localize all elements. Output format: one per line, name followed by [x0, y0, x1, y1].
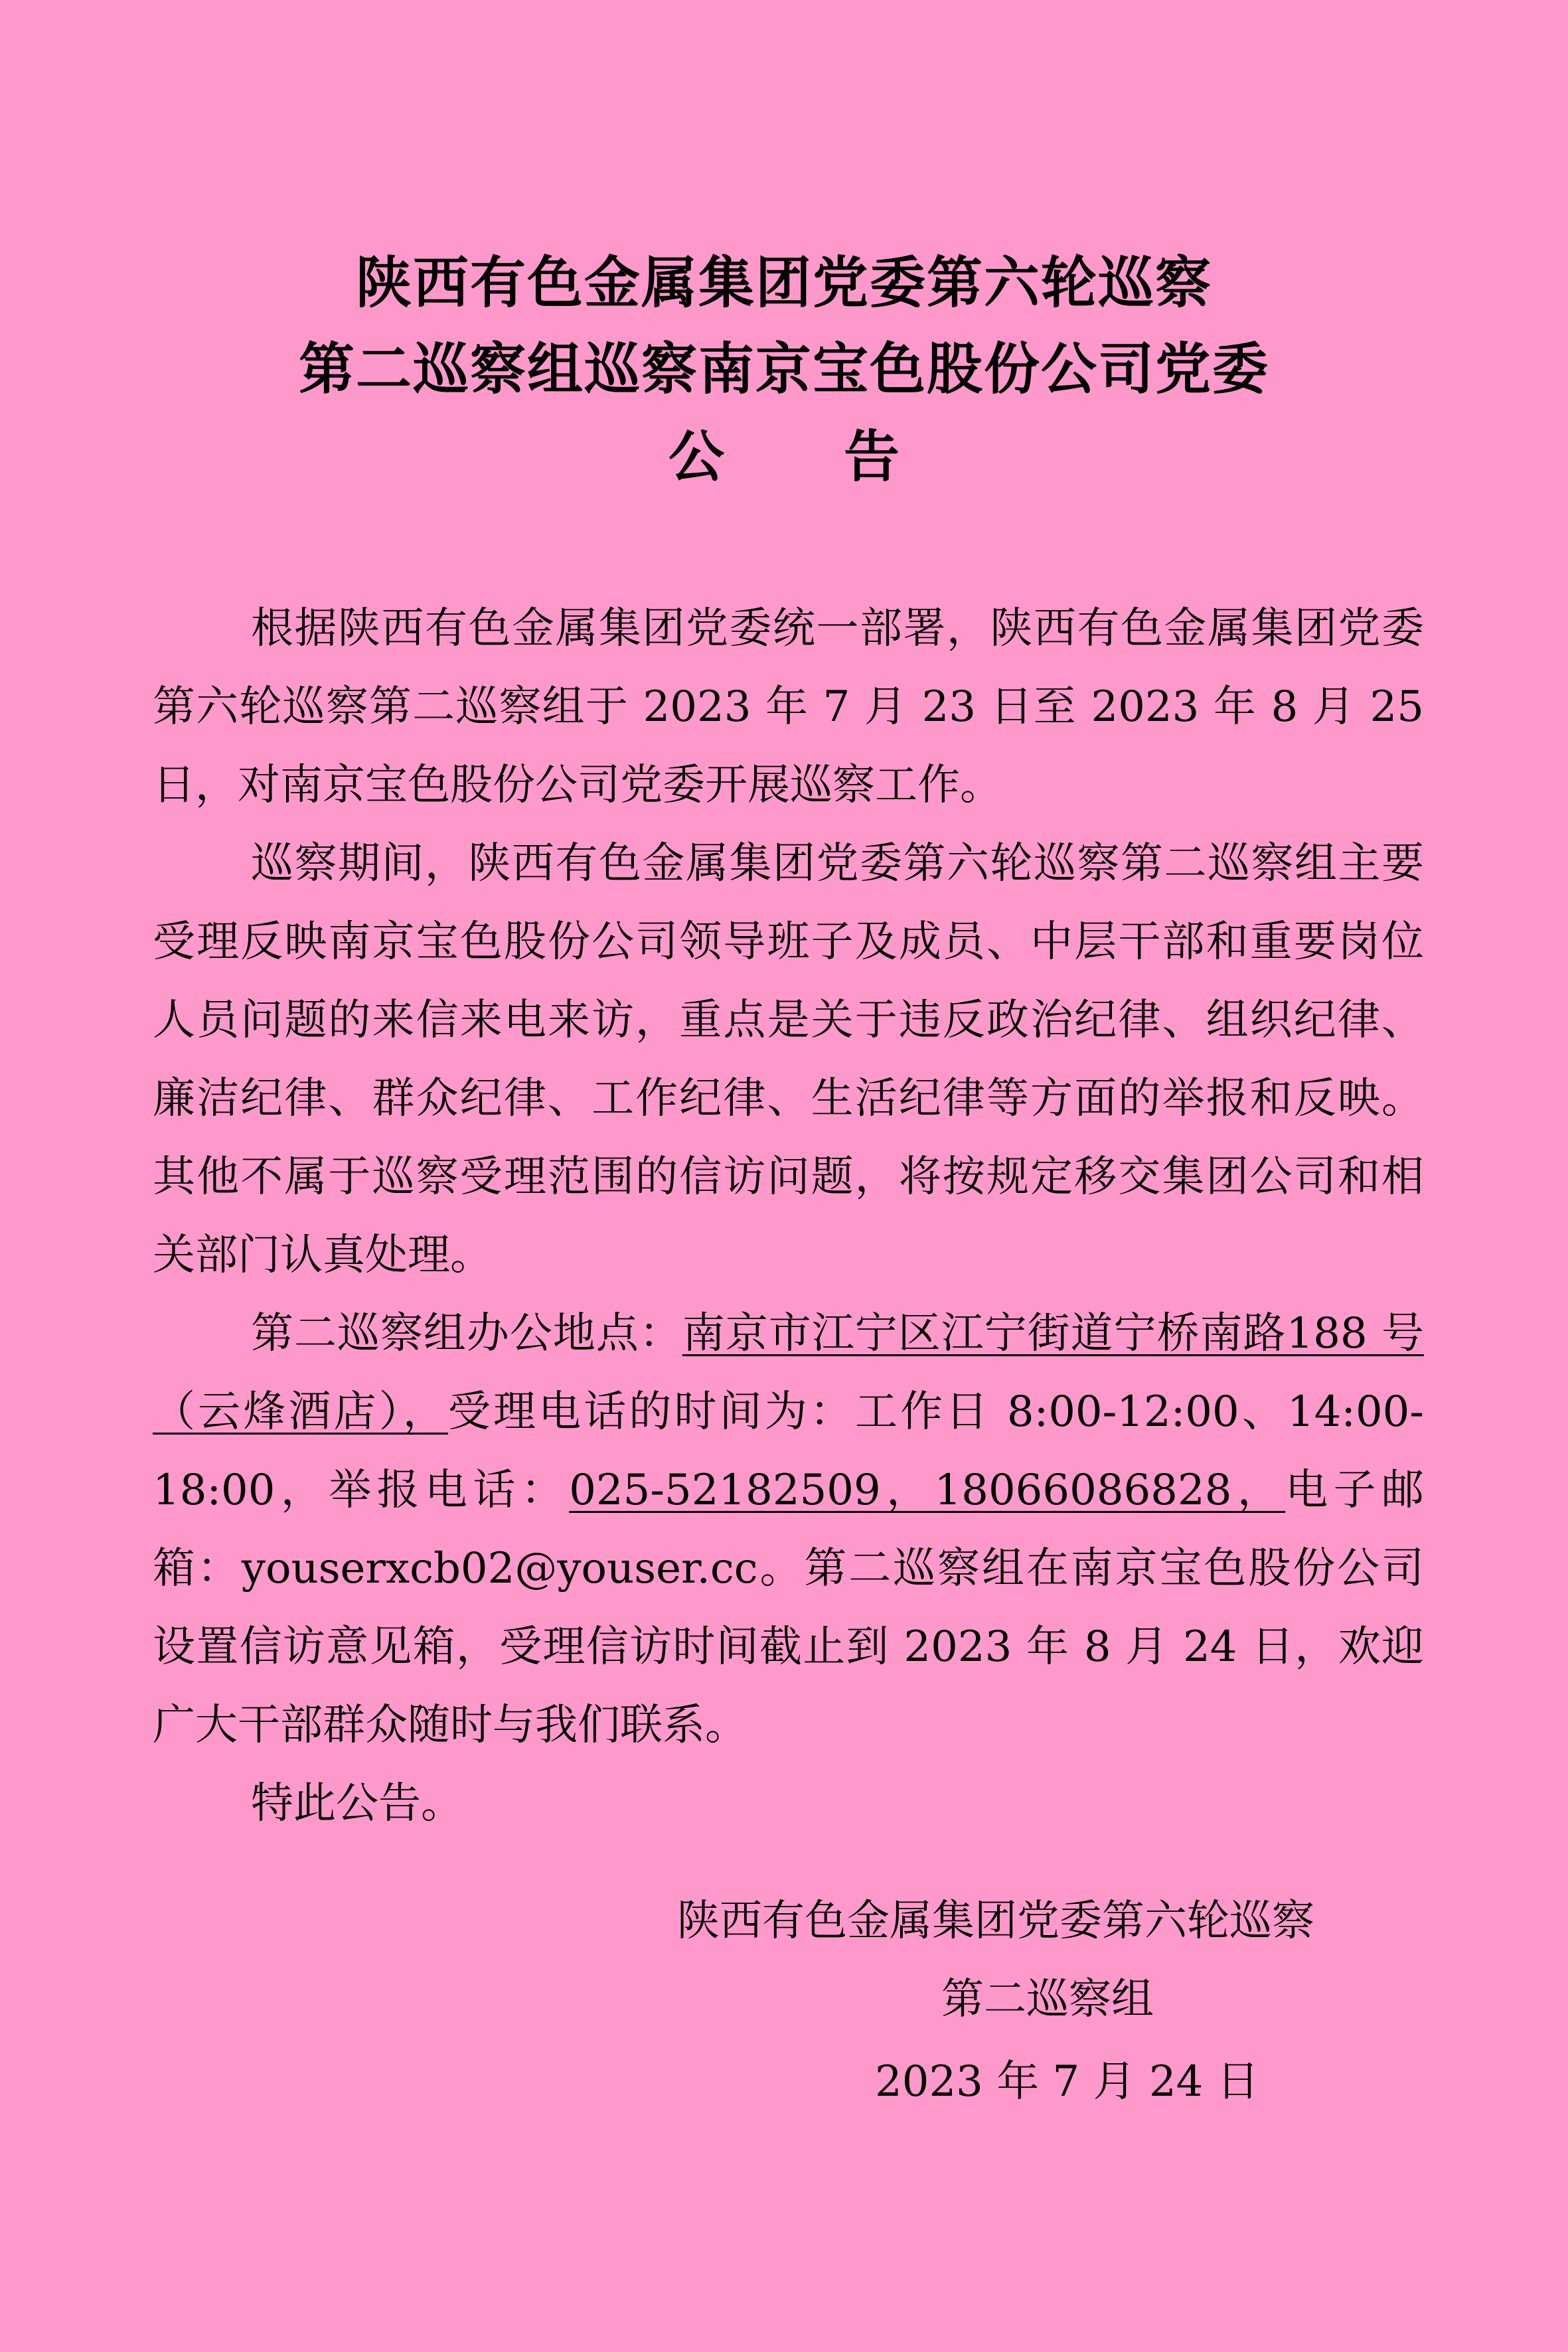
report-phones: 025-52182509，18066086828， [569, 1466, 1286, 1515]
office-address: 南京市江宁区江宁街道宁桥南路188 号（云烽酒店）， [153, 1309, 1425, 1437]
office-location-label: 第二巡察组办公地点： [251, 1309, 682, 1358]
title-line-2: 第二巡察组巡察南京宝色股份公司党委 [298, 336, 1269, 402]
title-char-gao: 告 [844, 424, 900, 489]
closing-text: 特此公告。 [251, 1779, 463, 1828]
mailbox-text: 第二巡察组在南京宝色股份公司设置信访意见箱，受理信访时间截止到 2023 年 8 月 24 日，欢迎广大干部群众随时与我们联系。 [153, 1544, 1425, 1750]
paragraph-contact [153, 1294, 1424, 1764]
paragraph-scope: 巡察期间，陕西有色金属集团党委第六轮巡察第二巡察组主要受理反映南京宝色股份公司领导班子及成员、中层干部和重要岗位人员问题的来信来电来访，重点是关于违反政治纪律、组织纪律、廉洁纪律、群众纪律、工作纪律、生活纪律等方面的举报和反映。其他不属于巡察受理范围的信访问题，将按规定移交集团公司和相关部门认真处理。 [153, 839, 1424, 1280]
title-line-3 [0, 424, 1568, 489]
signature-date: 2023 年 7 月 24 日 [875, 2057, 1259, 2106]
announcement-body [153, 589, 1424, 1843]
title-line-1: 陕西有色金属集团党委第六轮巡察 [355, 250, 1212, 315]
title-char-gong: 公 [668, 424, 724, 489]
paragraph-deployment: 根据陕西有色金属集团党委统一部署，陕西有色金属集团党委第六轮巡察第二巡察组于 2023 年 7 月 23 日至 2023 年 8 月 25 日，对南京宝色股份公司党委开展巡察工作。 [153, 604, 1424, 810]
hours-text: 受理电话的时间为：工作日 8:00-12:00、14:00-18:00，举报电话： [153, 1387, 1425, 1515]
email-text: 电子邮箱：youserxcb02@youser.cc。 [153, 1466, 1425, 1593]
signature-org-line-2: 第二巡察组 [941, 1975, 1154, 2024]
signature-org-line-1: 陕西有色金属集团党委第六轮巡察 [677, 1897, 1314, 1946]
